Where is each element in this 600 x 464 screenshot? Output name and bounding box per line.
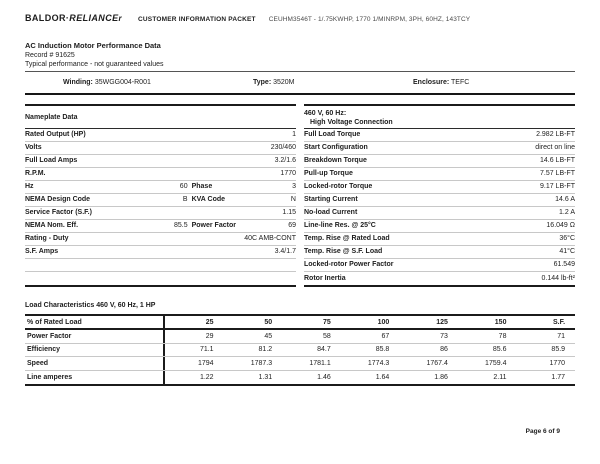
- table-row: [25, 155, 296, 168]
- column-header: 150: [494, 318, 507, 326]
- table-row: [25, 246, 296, 259]
- row-label: Locked-rotor Torque: [304, 183, 373, 190]
- row-value: N: [290, 196, 296, 203]
- row-value: 3: [292, 183, 296, 190]
- cell-value: 1.22: [199, 373, 214, 381]
- baldor-reliance-logo: [25, 13, 122, 23]
- nameplate-header-text: Nameplate Data: [25, 113, 78, 121]
- row-value: 9.17 LB-FT: [539, 183, 575, 190]
- cell-value: 1.77: [551, 373, 566, 381]
- column-header: 100: [377, 318, 390, 326]
- cell-value: 84.7: [317, 346, 331, 354]
- cell-value: 85.9: [551, 346, 566, 354]
- table-row: [25, 168, 296, 181]
- load-characteristics-title: Load Characteristics 460 V, 60 Hz, 1 HP: [25, 302, 156, 309]
- type-value: 3520M: [273, 79, 295, 86]
- row-value: 40C AMB-CONT: [244, 235, 296, 242]
- row-label: NEMA Nom. Eff.: [25, 222, 79, 229]
- hv-header-line2: High Voltage Connection: [310, 119, 393, 126]
- row-segment: [188, 181, 296, 193]
- motor-model-spec: CEUHM3546T - 1/.75KWHP, 1770 1/MINRPM, 3PH, 60HZ, 143TCY: [268, 16, 471, 23]
- row-label: Phase: [191, 183, 213, 190]
- row-value: 1770: [280, 170, 296, 177]
- row-label: Line amperes: [25, 371, 165, 385]
- enclosure-label: Enclosure:: [413, 79, 450, 86]
- load-characteristics-section: [25, 302, 575, 386]
- logo-reliance-text: RELIANCE: [69, 13, 119, 23]
- table-row: [304, 259, 575, 272]
- table-row: [304, 129, 575, 142]
- page-title: AC Induction Motor Performance Data: [25, 41, 161, 50]
- table-row: [25, 194, 296, 207]
- cell-value: 71: [557, 332, 566, 340]
- row-segment: [25, 194, 188, 206]
- row-segment: [188, 220, 296, 232]
- row-value: 1: [292, 131, 296, 138]
- row-label: NEMA Design Code: [25, 196, 91, 203]
- row-label: Locked-rotor Power Factor: [304, 261, 394, 268]
- cell-value: 85.8: [375, 346, 390, 354]
- page-header: [25, 13, 585, 23]
- table-row: [25, 233, 296, 246]
- row-label: Starting Current: [304, 196, 358, 203]
- cell-value: 1.64: [375, 373, 390, 381]
- cell-value: 1794: [198, 359, 214, 367]
- table-row-empty: [25, 259, 296, 272]
- table-row: [25, 371, 575, 385]
- column-header: S.F.: [552, 318, 566, 326]
- row-label: Full Load Torque: [304, 131, 361, 138]
- row-value: 7.57 LB-FT: [539, 170, 575, 177]
- column-header: 25: [205, 318, 214, 326]
- row-label: Start Configuration: [304, 144, 368, 151]
- table-row: [304, 155, 575, 168]
- table-row: [304, 194, 575, 207]
- column-header: 50: [264, 318, 273, 326]
- nameplate-table: [25, 104, 296, 287]
- row-label: S.F. Amps: [25, 248, 59, 255]
- table-row: [25, 344, 575, 358]
- row-label: Full Load Amps: [25, 157, 78, 164]
- cell-value: 71.1: [199, 346, 214, 354]
- table-row: [304, 207, 575, 220]
- row-label: Efficiency: [25, 344, 165, 357]
- row-segment: [25, 181, 188, 193]
- row-value: 1.2 A: [559, 209, 575, 216]
- winding-label: Winding:: [63, 79, 93, 86]
- row-label: Breakdown Torque: [304, 157, 367, 164]
- logo-baldor-text: BALDOR·: [25, 13, 70, 23]
- page-number: Page 6 of 9: [525, 428, 560, 435]
- row-label: KVA Code: [191, 196, 226, 203]
- row-value: 14.6 A: [555, 196, 575, 203]
- type-label: Type:: [253, 79, 272, 86]
- cell-value: 1759.4: [485, 359, 507, 367]
- table-row: [25, 129, 296, 142]
- row-value: B: [182, 196, 188, 203]
- table-row: [304, 181, 575, 194]
- winding-bar: [25, 71, 575, 95]
- row-value: 0.144 lb-ft²: [541, 274, 575, 282]
- column-header: 75: [322, 318, 331, 326]
- logo-r-mark-icon: r: [118, 14, 123, 23]
- row-label: Rated Output (HP): [25, 131, 86, 138]
- table-row: [25, 330, 575, 344]
- enclosure-value: TEFC: [451, 79, 470, 86]
- cell-value: 81.2: [258, 346, 273, 354]
- row-value: 41°C: [559, 248, 575, 255]
- row-value: 3.4/1.7: [274, 248, 296, 255]
- record-number: Record # 91625: [25, 51, 75, 59]
- row-label: Temp. Rise @ Rated Load: [304, 235, 390, 242]
- cell-value: 1.46: [317, 373, 331, 381]
- cell-value: 45: [264, 332, 273, 340]
- table-row-empty: [25, 272, 296, 285]
- table-row: [304, 246, 575, 259]
- row-label: R.P.M.: [25, 170, 46, 177]
- column-header: 125: [436, 318, 448, 326]
- row-value: 69: [288, 222, 296, 229]
- row-value: 85.5: [173, 222, 188, 229]
- row-segment: [25, 220, 188, 232]
- row-value: 36°C: [559, 235, 575, 242]
- cell-value: 86: [440, 346, 448, 354]
- row-label: Power Factor: [25, 330, 165, 343]
- cell-value: 85.6: [492, 346, 507, 354]
- row-segment: [188, 194, 296, 206]
- row-label: Service Factor (S.F.): [25, 209, 92, 216]
- hv-connection-table: [304, 104, 575, 287]
- row-label: Rotor Inertia: [304, 274, 346, 282]
- row-value: 60: [179, 183, 188, 190]
- nameplate-table-header: [25, 106, 296, 129]
- row-value: 16.049 Ω: [546, 222, 575, 229]
- row-label: Temp. Rise @ S.F. Load: [304, 248, 383, 255]
- cell-value: 1781.1: [309, 359, 331, 367]
- cell-value: 1774.3: [367, 359, 390, 367]
- column-header: % of Rated Load: [25, 316, 165, 328]
- cell-value: 1770: [549, 359, 566, 367]
- table-row: [304, 233, 575, 246]
- row-value: direct on line: [535, 144, 575, 151]
- hv-connection-header: [304, 106, 575, 129]
- winding-field: [63, 79, 151, 86]
- title-block: [25, 41, 164, 70]
- packet-label: CUSTOMER INFORMATION PACKET: [138, 16, 256, 23]
- type-field: [253, 79, 295, 86]
- cell-value: 2.11: [493, 373, 507, 381]
- row-label: Pull-up Torque: [304, 170, 353, 177]
- cell-value: 1787.3: [250, 359, 273, 367]
- table-row: [304, 142, 575, 155]
- row-label: Rating - Duty: [25, 235, 69, 242]
- cell-value: 73: [440, 332, 448, 340]
- row-label: Hz: [25, 183, 34, 190]
- table-row: [304, 272, 575, 285]
- cell-value: 1767.4: [426, 359, 448, 367]
- hv-header-line1: 460 V, 60 Hz:: [304, 110, 347, 117]
- cell-value: 1.86: [434, 373, 448, 381]
- cell-value: 1.31: [258, 373, 273, 381]
- winding-value: 35WGG004-R001: [94, 79, 151, 86]
- row-value: 2.982 LB-FT: [536, 131, 575, 138]
- cell-value: 29: [205, 332, 214, 340]
- row-label: Line-line Res. @ 25°C: [304, 222, 376, 229]
- row-value: 61.549: [553, 261, 575, 268]
- table-row: [25, 142, 296, 155]
- row-value: 14.6 LB-FT: [539, 157, 575, 164]
- row-label: Volts: [25, 144, 42, 151]
- table-row: [304, 220, 575, 233]
- table-row: [25, 357, 575, 371]
- enclosure-field: [413, 79, 469, 86]
- cell-value: 58: [322, 332, 331, 340]
- cell-value: 78: [498, 332, 507, 340]
- table-row: [25, 220, 296, 233]
- table-header-row: [25, 316, 575, 330]
- row-value: 230/460: [270, 144, 296, 151]
- table-row: [25, 181, 296, 194]
- performance-note: Typical performance - not guaranteed values: [25, 61, 164, 68]
- table-row: [25, 207, 296, 220]
- nameplate-section: [25, 104, 575, 287]
- row-label: Speed: [25, 357, 165, 370]
- row-label: Power Factor: [191, 222, 236, 229]
- load-characteristics-table: [25, 314, 575, 386]
- row-value: 3.2/1.6: [274, 157, 296, 164]
- row-label: No-load Current: [304, 209, 358, 216]
- cell-value: 67: [381, 332, 390, 340]
- table-row: [304, 168, 575, 181]
- row-value: 1.15: [282, 209, 296, 216]
